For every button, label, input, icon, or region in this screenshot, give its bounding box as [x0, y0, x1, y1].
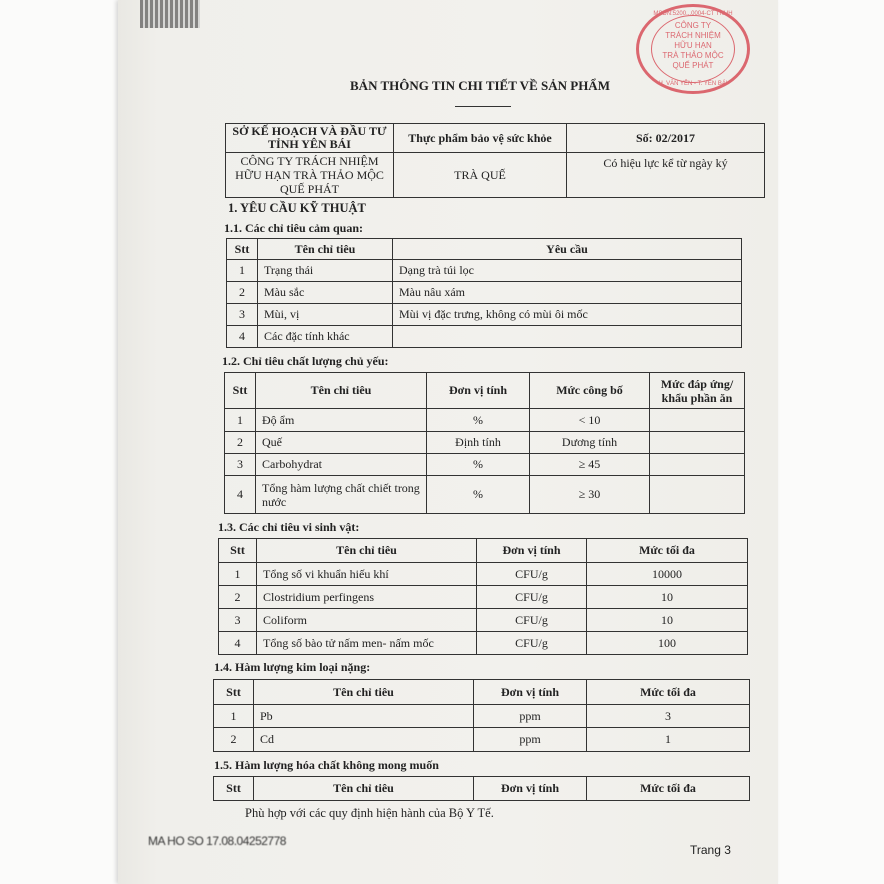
seal-line: TRÀ THẢO MỘC	[662, 51, 724, 60]
section-heading: 1.3. Các chỉ tiêu vi sinh vật:	[218, 520, 360, 534]
cell: Các đặc tính khác	[258, 326, 393, 348]
column-header: Stt	[227, 239, 258, 260]
cell	[650, 454, 745, 476]
cell: 10000	[587, 563, 748, 586]
seal-line: TRÁCH NHIỆM	[665, 31, 721, 40]
table-row	[219, 586, 748, 609]
cell: ppm	[474, 705, 587, 728]
cell: CFU/g	[477, 586, 587, 609]
table-row	[225, 476, 745, 514]
cell: %	[427, 454, 530, 476]
table-row	[219, 563, 748, 586]
cell: 3	[219, 609, 257, 632]
cell: ppm	[474, 728, 587, 752]
cell: Quế	[256, 432, 427, 454]
cell: 2	[219, 586, 257, 609]
section-heading: 1.2. Chỉ tiêu chất lượng chủ yếu:	[222, 354, 389, 368]
column-header: Tên chỉ tiêu	[254, 777, 474, 801]
column-header: Mức tối đa	[587, 680, 750, 705]
cell: ≥ 30	[530, 476, 650, 514]
section-heading: 1. YÊU CẦU KỸ THUẬT	[228, 201, 366, 215]
page-number: Trang 3	[690, 843, 731, 857]
cell: 4	[225, 476, 256, 514]
cell: 10	[587, 586, 748, 609]
seal-ring-top: MSDN:5200...0004-CT TNHH	[653, 11, 733, 17]
column-header: Đơn vị tính	[477, 539, 587, 563]
column-header: Đơn vị tính	[427, 373, 530, 409]
product-name: TRÀ QUẾ	[394, 153, 567, 198]
qr-code	[140, 0, 200, 28]
cell: Coliform	[257, 609, 477, 632]
cell: 100	[587, 632, 748, 655]
cell: Độ ẩm	[256, 409, 427, 432]
column-header: Mức tối đa	[587, 539, 748, 563]
section-heading: 1.5. Hàm lượng hóa chất không mong muốn	[214, 758, 439, 772]
cell: 3	[225, 454, 256, 476]
cell: %	[427, 409, 530, 432]
document-number: Số: 02/2017	[567, 124, 765, 153]
table-row	[227, 260, 742, 282]
table-row	[219, 632, 748, 655]
table-row	[225, 409, 745, 432]
cell: CFU/g	[477, 609, 587, 632]
cell: 10	[587, 609, 748, 632]
table-row	[225, 454, 745, 476]
company-name: CÔNG TY TRÁCH NHIỆM HỮU HẠN TRÀ THẢO MỘC QUẾ PHÁT	[226, 153, 394, 198]
column-header: Tên chỉ tiêu	[257, 539, 477, 563]
cell: 2	[225, 432, 256, 454]
chemicals-table	[213, 776, 750, 801]
cell: Trạng thái	[258, 260, 393, 282]
seal-line: CÔNG TY	[674, 21, 712, 30]
column-header: Mức công bố	[530, 373, 650, 409]
sensory-table	[226, 238, 742, 348]
table-row	[227, 304, 742, 326]
cell: %	[427, 476, 530, 514]
quality-table	[224, 372, 745, 514]
cell: Định tính	[427, 432, 530, 454]
cell: Tổng số vi khuẩn hiếu khí	[257, 563, 477, 586]
cell: 1	[227, 260, 258, 282]
cell: Màu sắc	[258, 282, 393, 304]
cell	[650, 432, 745, 454]
header-table	[225, 123, 765, 198]
cell: Dạng trà túi lọc	[393, 260, 742, 282]
conformity-note: Phù hợp với các quy định hiện hành của Bộ Y Tế.	[245, 806, 494, 820]
cell: 4	[219, 632, 257, 655]
column-header: Stt	[219, 539, 257, 563]
table-row	[219, 609, 748, 632]
cell: Pb	[254, 705, 474, 728]
cell: Tổng số bào tử nấm men- nấm mốc	[257, 632, 477, 655]
cell: 1	[219, 563, 257, 586]
column-header: Tên chỉ tiêu	[256, 373, 427, 409]
column-header: Stt	[214, 680, 254, 705]
cell: 1	[587, 728, 750, 752]
table-row	[227, 282, 742, 304]
cell: Mùi vị đặc trưng, không có mùi ôi mốc	[393, 304, 742, 326]
cell: Dương tính	[530, 432, 650, 454]
cell: ≥ 45	[530, 454, 650, 476]
cell	[650, 476, 745, 514]
column-header: Tên chỉ tiêu	[258, 239, 393, 260]
table-row	[227, 326, 742, 348]
section-heading: 1.1. Các chỉ tiêu cảm quan:	[224, 221, 363, 235]
column-header: Đơn vị tính	[474, 680, 587, 705]
table-row	[225, 432, 745, 454]
cell: Cd	[254, 728, 474, 752]
title-divider	[455, 106, 511, 107]
cell: Mùi, vị	[258, 304, 393, 326]
column-header: Stt	[225, 373, 256, 409]
validity: Có hiệu lực kể từ ngày ký	[567, 153, 765, 198]
cell: 2	[214, 728, 254, 752]
seal-line: HỮU HẠN	[674, 41, 712, 50]
record-code: MA HO SO 17.08.04252778	[148, 834, 286, 848]
microbiology-table	[218, 538, 748, 655]
cell: 1	[214, 705, 254, 728]
cell: 3	[587, 705, 750, 728]
column-header: Đơn vị tính	[474, 777, 587, 801]
cell: 1	[225, 409, 256, 432]
cell: Carbohydrat	[256, 454, 427, 476]
table-row	[214, 705, 750, 728]
cell: CFU/g	[477, 563, 587, 586]
seal-ring-bottom: H. VĂN YÊN - T. YÊN BÁI	[658, 81, 728, 87]
cell: Tổng hàm lượng chất chiết trong nước	[256, 476, 427, 514]
category: Thực phẩm bảo vệ sức khỏe	[394, 124, 567, 153]
table-row	[214, 728, 750, 752]
column-header: Mức tối đa	[587, 777, 750, 801]
column-header: Tên chỉ tiêu	[254, 680, 474, 705]
seal-line: QUẾ PHÁT	[672, 61, 714, 70]
column-header: Yêu cầu	[393, 239, 742, 260]
cell: Clostridium perfingens	[257, 586, 477, 609]
cell: 2	[227, 282, 258, 304]
cell: 3	[227, 304, 258, 326]
cell	[650, 409, 745, 432]
authority: SỞ KẾ HOẠCH VÀ ĐẦU TƯ TỈNH YÊN BÁI	[226, 124, 394, 153]
cell: 4	[227, 326, 258, 348]
document-title: BẢN THÔNG TIN CHI TIẾT VỀ SẢN PHẨM	[350, 78, 610, 93]
column-header: Mức đáp ứng/ khẩu phần ăn	[650, 373, 745, 409]
cell: Màu nâu xám	[393, 282, 742, 304]
cell	[393, 326, 742, 348]
cell: < 10	[530, 409, 650, 432]
cell: CFU/g	[477, 632, 587, 655]
column-header: Stt	[214, 777, 254, 801]
section-heading: 1.4. Hàm lượng kim loại nặng:	[214, 660, 371, 674]
heavy-metals-table	[213, 679, 750, 752]
